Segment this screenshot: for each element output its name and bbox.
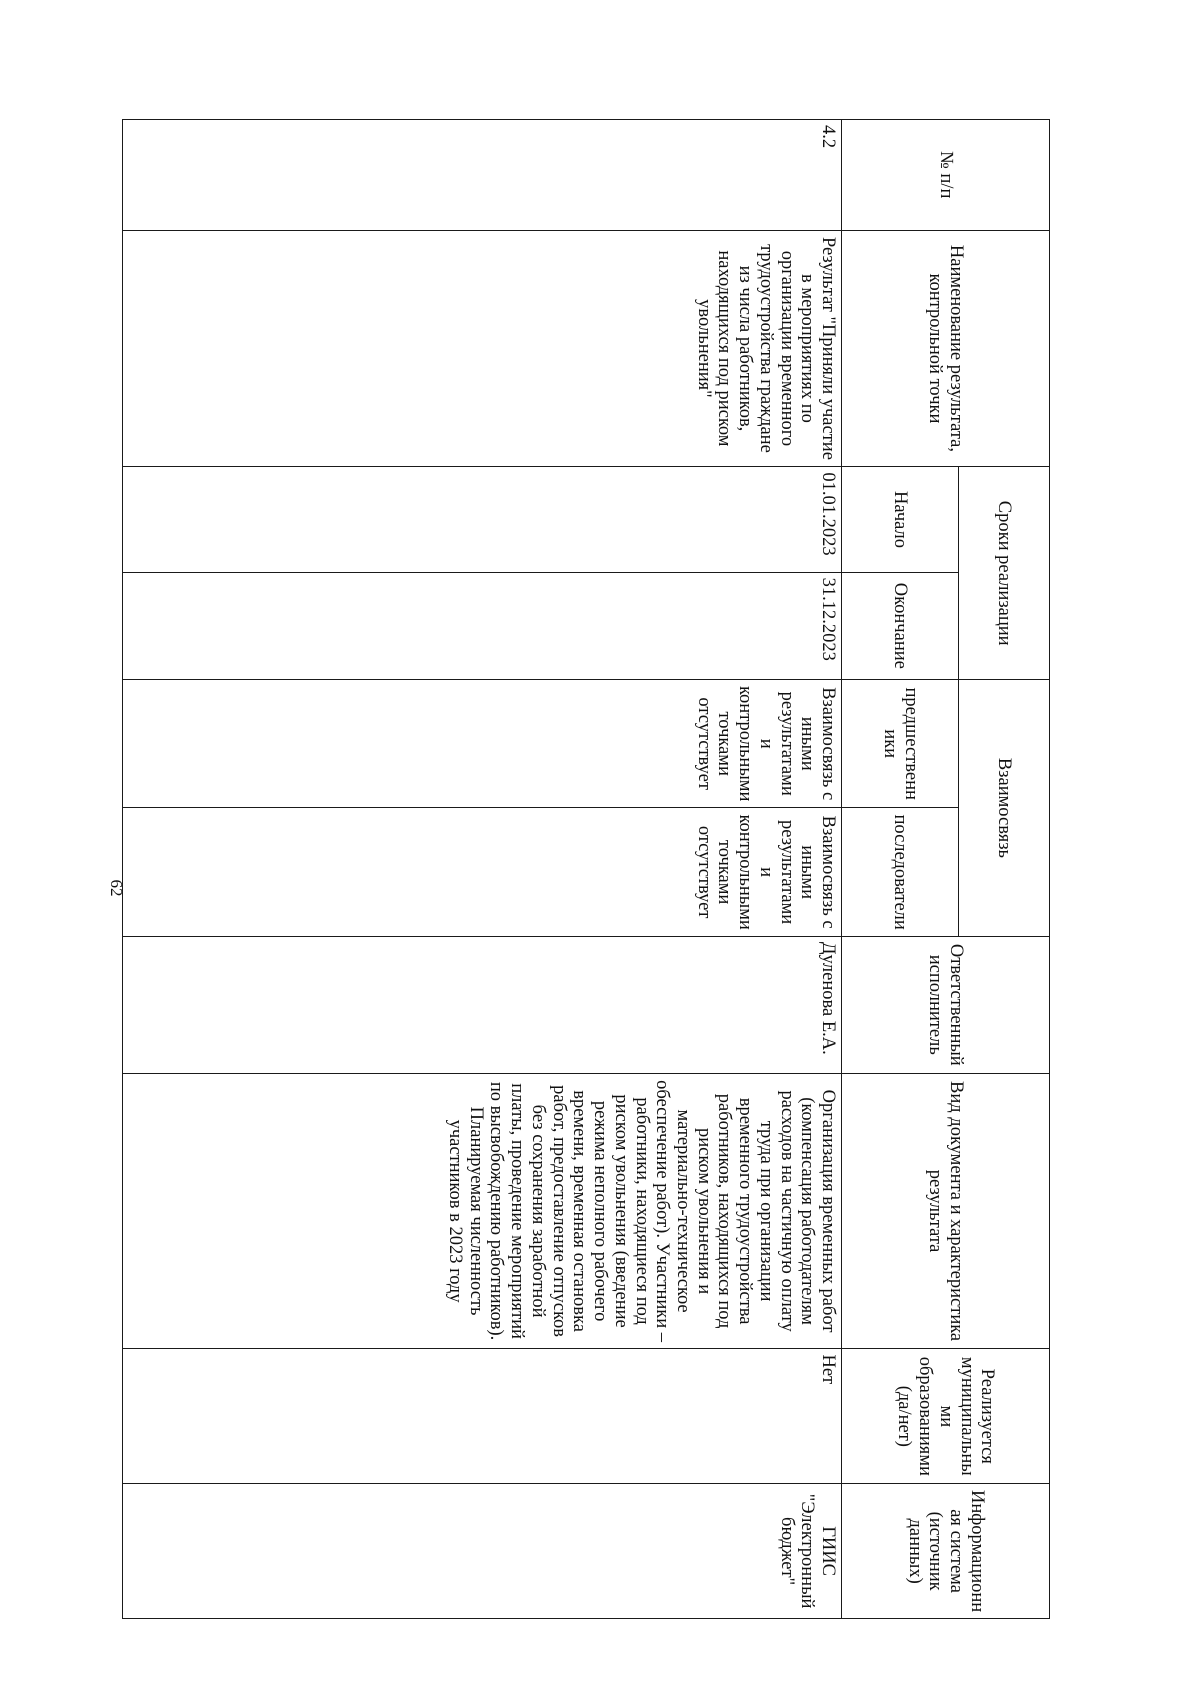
page-number: 62 (107, 879, 126, 897)
header-end: Окончание (842, 572, 959, 679)
header-predecessors: предшественники (842, 679, 959, 807)
header-successors: последователи (842, 808, 959, 936)
cell-num: 4.2 (123, 120, 842, 231)
header-relation: Взаимосвязь (959, 679, 1050, 936)
cell-municipal: Нет (123, 1349, 842, 1484)
header-doc-type: Вид документа и характеристика результата (842, 1073, 1050, 1349)
header-responsible: Ответственный исполнитель (842, 936, 1050, 1073)
table-row (123, 120, 842, 1619)
rotated-page-content (150, 119, 1050, 1619)
header-info-system: Информационная система (источник данных) (842, 1484, 1050, 1619)
cell-responsible: Дуленова Е.А. (123, 936, 842, 1073)
cell-predecessors: Взаимосвязь с иными результатами и контрольными точками отсутствует (123, 679, 842, 807)
header-row-top (959, 120, 1050, 1619)
cell-name: Результат "Приняли участие в мероприятиях по организации временного трудоустройства граждане из числа работников, находящихся под риском увольнения" (123, 230, 842, 467)
header-start: Начало (842, 467, 959, 572)
cell-doc-type: Организация временных работ (компенсация работодателям расходов на частичную оплату труда при организации временного трудоустройства работников, находящихся под риском увольнения и материально-техническое обеспечение работ). Участники – работники, находящиеся под риском увольнения (введение режима неполного рабочего времени, временная остановка работ, предоставление отпусков без сохранения заработной платы, проведение мероприятий по высвобождению работников). Планируемая численность участников в 2023 году (123, 1073, 842, 1349)
cell-successors: Взаимосвязь с иными результатами и контрольными точками отсутствует (123, 808, 842, 936)
header-terms: Сроки реализации (959, 467, 1050, 680)
header-num: № п/п (842, 120, 1050, 231)
plan-table (122, 119, 1050, 1619)
header-name: Наименование результата, контрольной точки (842, 230, 1050, 467)
cell-info-system: ГИИС "Электронный бюджет" (123, 1484, 842, 1619)
cell-start: 01.01.2023 (123, 467, 842, 572)
cell-end: 31.12.2023 (123, 572, 842, 679)
header-municipal: Реализуется муниципальными образованиями (да/нет) (842, 1349, 1050, 1484)
